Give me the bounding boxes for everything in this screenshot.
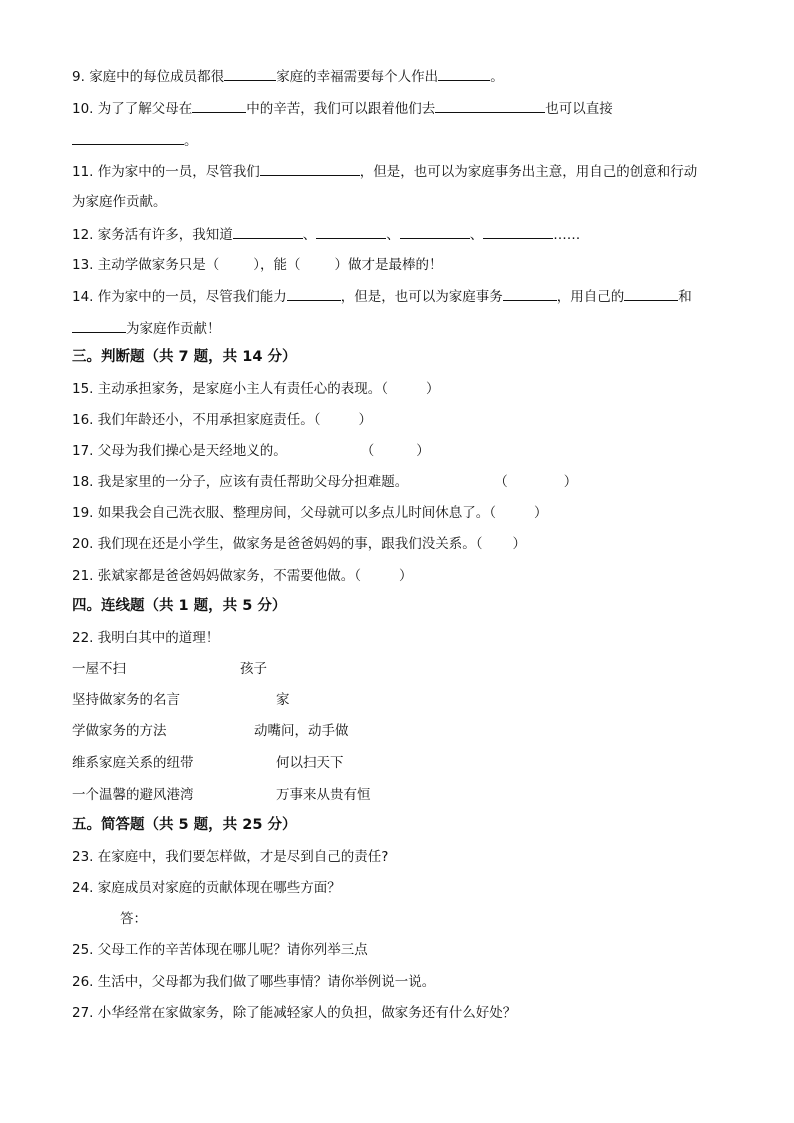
question-14 (72, 286, 692, 307)
question-text: …… (553, 227, 581, 243)
question-16 (72, 410, 372, 430)
separator: 、 (386, 227, 400, 243)
question-text: ，用自己的 (556, 289, 625, 305)
paren-open: （ (494, 474, 508, 490)
answer-blank[interactable] (438, 66, 490, 81)
answer-blank[interactable] (503, 286, 557, 301)
question-26 (72, 972, 435, 992)
question-number: 27. (72, 1005, 94, 1021)
question-20 (72, 534, 526, 554)
match-left-item[interactable]: 维系家庭关系的纽带 (72, 755, 194, 771)
match-right-item[interactable]: 万事来从贵有恒 (276, 787, 371, 803)
question-number: 15. (72, 381, 94, 397)
question-text: 中的辛苦，我们可以跟着他们去 (246, 101, 436, 117)
question-text: 作为家中的一员，尽管我们 (97, 164, 260, 180)
question-text: 父母为我们操心是天经地义的。 (97, 443, 287, 459)
match-right-item[interactable]: 动嘴问，动手做 (254, 723, 349, 739)
question-number: 9. (72, 69, 85, 85)
question-text: 家务活有许多，我知道 (97, 227, 233, 243)
question-number: 10. (72, 101, 94, 117)
question-text: 主动承担家务，是家庭小主人有责任心的表现。（ (97, 381, 389, 397)
answer-blank[interactable] (316, 224, 386, 239)
paren-close: ） (358, 412, 373, 428)
question-10-continued (72, 130, 198, 151)
question-text: 小华经常在家做家务，除了能减轻家人的负担，做家务还有什么好处？ (97, 1005, 517, 1021)
question-15 (72, 379, 440, 399)
question-18 (72, 472, 577, 492)
answer-blank[interactable] (624, 286, 678, 301)
question-text: 我们现在还是小学生，做家务是爸爸妈妈的事，跟我们没关系。（ (97, 536, 483, 552)
question-text: ，但是，也可以为家庭事务出主意，用自己的创意和行动 (359, 164, 698, 180)
question-text: 父母工作的辛苦体现在哪儿呢？请你列举三点 (97, 942, 368, 958)
question-text: 我明白其中的道理！ (97, 630, 220, 646)
question-text: 主动学做家务只是（ (97, 257, 220, 273)
question-text: ），能（ (253, 257, 301, 273)
question-text: ，但是，也可以为家庭事务 (340, 289, 503, 305)
question-number: 11. (72, 164, 94, 180)
question-12 (72, 224, 580, 245)
section-title: 四。连线题（共 1 题，共 5 分） (72, 598, 287, 614)
question-24 (72, 878, 341, 898)
answer-blank[interactable] (233, 224, 303, 239)
paren-close: ） (534, 505, 548, 521)
paren-close: ） (399, 568, 413, 584)
answer-blank[interactable] (287, 286, 341, 301)
answer-blank[interactable] (483, 224, 553, 239)
question-17 (72, 441, 430, 461)
answer-blank[interactable] (400, 224, 470, 239)
paren-close: ） (426, 381, 440, 397)
question-11 (72, 161, 697, 182)
match-left-item[interactable]: 一屋不扫 (72, 661, 126, 677)
question-number: 19. (72, 505, 94, 521)
question-text: 我是家里的一分子，应该有责任帮助父母分担难题。 (97, 474, 409, 490)
question-21 (72, 566, 413, 586)
answer-blank[interactable] (72, 130, 184, 145)
question-text: 为了了解父母在 (97, 101, 193, 117)
question-text: 。 (184, 133, 198, 149)
match-right-item[interactable]: 何以扫天下 (276, 755, 344, 771)
question-14-continued (72, 318, 221, 339)
question-number: 18. (72, 474, 94, 490)
paren-close: ） (416, 443, 430, 459)
question-number: 14. (72, 289, 94, 305)
section-title: 五。简答题（共 5 题，共 25 分） (72, 817, 297, 833)
question-number: 25. (72, 942, 94, 958)
question-13 (72, 255, 443, 275)
question-9 (72, 66, 504, 87)
question-text: 。 (490, 69, 504, 85)
question-text: 作为家中的一员，尽管我们能力 (97, 289, 287, 305)
paren-open: （ (360, 443, 375, 459)
question-text: 我们年龄还小，不用承担家庭责任。（ (97, 412, 321, 428)
question-text: 也可以直接 (545, 101, 613, 117)
paren-close: ） (563, 474, 578, 490)
question-11-continued (72, 192, 167, 212)
question-23 (72, 847, 388, 867)
answer-blank[interactable] (72, 318, 126, 333)
question-number: 20. (72, 536, 94, 552)
question-text: 张斌家都是爸爸妈妈做家务，不需要他做。（ (97, 568, 362, 584)
question-text: ）做才是最棒的！ (334, 257, 443, 273)
question-10 (72, 98, 613, 119)
question-text: 和 (678, 289, 692, 305)
separator: 、 (302, 227, 317, 243)
match-left-item[interactable]: 坚持做家务的名言 (72, 692, 180, 708)
question-text: 生活中，父母都为我们做了哪些事情？请你举例说一说。 (97, 974, 436, 990)
answer-blank[interactable] (260, 161, 360, 176)
question-text: 在家庭中，我们要怎样做，才是尽到自己的责任? (97, 849, 389, 865)
question-number: 17. (72, 443, 94, 459)
question-25 (72, 940, 368, 960)
question-number: 21. (72, 568, 94, 584)
question-number: 12. (72, 227, 94, 243)
question-text: 家庭的幸福需要每个人作出 (276, 69, 439, 85)
match-left-item[interactable]: 一个温馨的避风港湾 (72, 787, 194, 803)
question-text: 家庭中的每位成员都很 (89, 69, 225, 85)
question-number: 16. (72, 412, 94, 428)
question-22 (72, 628, 219, 648)
question-number: 23. (72, 849, 94, 865)
match-right-item[interactable]: 家 (276, 692, 290, 708)
separator: 、 (469, 227, 484, 243)
paren-close: ） (512, 536, 527, 552)
question-text: 家庭成员对家庭的贡献体现在哪些方面？ (97, 880, 341, 896)
question-number: 24. (72, 880, 94, 896)
question-19 (72, 503, 548, 523)
question-text: 为家庭作贡献！ (126, 321, 221, 337)
answer-label[interactable]: 答： (120, 911, 147, 927)
question-number: 13. (72, 257, 94, 273)
match-right-item[interactable]: 孩子 (240, 661, 267, 677)
question-number: 26. (72, 974, 94, 990)
question-number: 22. (72, 630, 94, 646)
answer-blank[interactable] (192, 98, 246, 113)
answer-blank[interactable] (435, 98, 545, 113)
match-left-item[interactable]: 学做家务的方法 (72, 723, 167, 739)
question-text: 如果我会自己洗衣服、整理房间，父母就可以多点儿时间休息了。（ (97, 505, 497, 521)
answer-blank[interactable] (224, 66, 276, 81)
question-27 (72, 1003, 516, 1023)
section-title: 三。判断题（共 7 题，共 14 分） (72, 349, 297, 365)
question-text: 为家庭作贡献。 (72, 194, 167, 210)
